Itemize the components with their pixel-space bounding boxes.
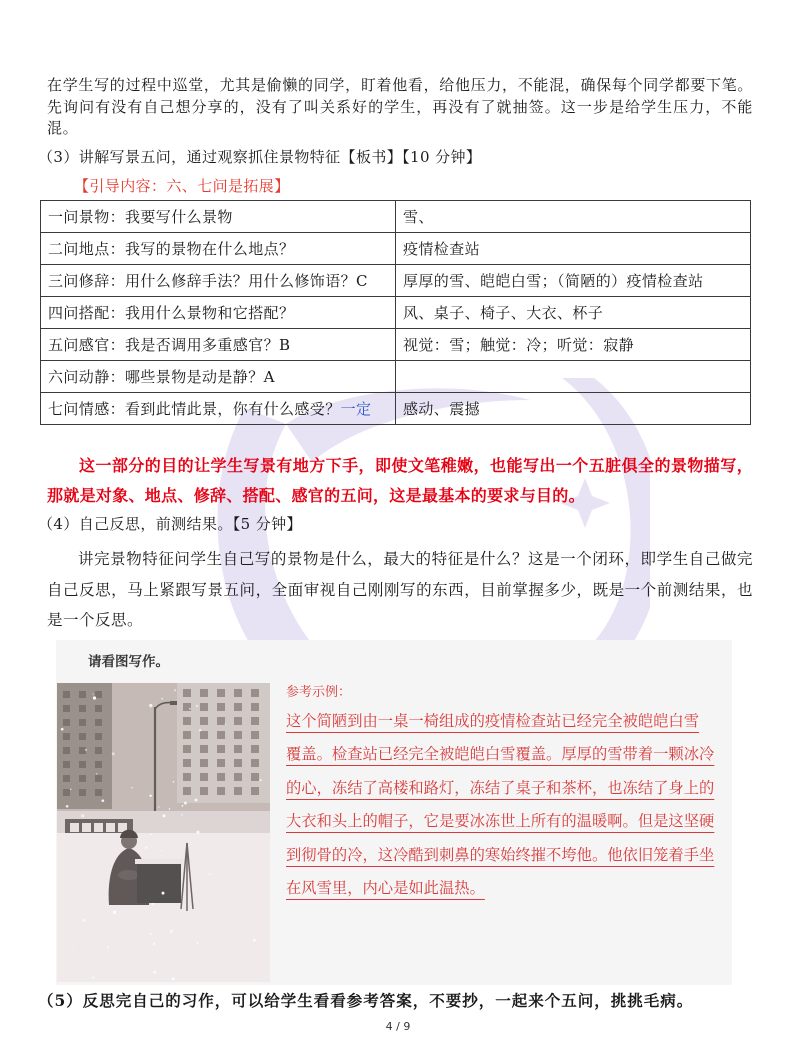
sample-essay-line: 在风雪里，内心是如此温热。: [286, 879, 485, 898]
table-row: [41, 393, 751, 425]
question-cell: [41, 393, 396, 425]
question-cell: 一问景物：我要写什么景物: [41, 201, 396, 233]
section-4-heading: （4）自己反思，前测结果。【5 分钟】: [38, 515, 302, 533]
table-row: [41, 361, 751, 393]
table-row: [41, 297, 751, 329]
answer-cell: [396, 361, 751, 393]
table-row: [41, 233, 751, 265]
question-text: 七问情感：看到此情此景，你有什么感受？: [48, 399, 341, 418]
answer-cell: 雪、: [396, 201, 751, 233]
section-4-paragraph: 讲完景物特征问学生自己写的景物是什么，最大的特征是什么？这是一个闭环，即学生自己做完自己反思，马上紧跟写景五问，全面审视自己刚刚写的东西，目前掌握多少，既是一个前测结果，也是一个反思。: [47, 550, 753, 629]
section-5-paragraph: （5）反思完自己的习作，可以给学生看看参考答案，不要抄，一起来个五问，挑挑毛病。: [38, 991, 694, 1010]
question-cell: 六问动静：哪些景物是动是静？A: [41, 361, 396, 393]
table-row: [41, 265, 751, 297]
intro-paragraph: 在学生写的过程中巡堂，尤其是偷懒的同学，盯着他看，给他压力，不能混，确保每个同学都要下笔。先询问有没有自己想分享的，没有了叫关系好的学生，再没有了就抽签。这一步是给学生压力，不能混。: [47, 76, 753, 137]
answer-cell: 厚厚的雪、皑皑白雪；（简陋的）疫情检查站: [396, 265, 751, 297]
five-questions-table: [40, 200, 751, 425]
answer-cell: 感动、震撼: [396, 393, 751, 425]
answer-cell: 疫情检查站: [396, 233, 751, 265]
snow-checkpoint-photo: [57, 683, 270, 982]
answer-cell: 视觉：雪；触觉：冷；听觉：寂静: [396, 329, 751, 361]
question-cell: 二问地点：我写的景物在什么地点？: [41, 233, 396, 265]
writing-task-title: 请看图写作。: [88, 654, 169, 670]
question-cell: 四问搭配：我用什么景物和它搭配？: [41, 297, 396, 329]
guide-note: 【引导内容：六、七问是拓展】: [74, 177, 290, 195]
sample-essay-line: 大衣和头上的帽子，它是要冰冻世上所有的温暖啊。但是这坚硬: [286, 812, 715, 831]
answer-cell: 风、桌子、椅子、大衣、杯子: [396, 297, 751, 329]
page-number: 4 / 9: [385, 1020, 411, 1033]
sample-essay: [286, 705, 726, 905]
question-note: 一定: [340, 399, 372, 418]
question-cell: 五问感官：我是否调用多重感官？B: [41, 329, 396, 361]
sample-essay-line: 到彻骨的冷，这冷酷到刺鼻的寒始终摧不垮他。他依旧笼着手坐: [286, 845, 715, 864]
table-row: [41, 201, 751, 233]
purpose-paragraph: 这一部分的目的让学生写景有地方下手，即使文笔稚嫩，也能写出一个五脏俱全的景物描写，那就是对象、地点、修辞、搭配、感官的五问，这是最基本的要求与目的。: [47, 456, 753, 505]
question-cell: 三问修辞：用什么修辞手法？用什么修饰语？C: [41, 265, 396, 297]
photo-haze: [57, 683, 270, 982]
sample-essay-line: 的心，冻结了高楼和路灯，冻结了桌子和茶杯，也冻结了身上的: [286, 778, 715, 797]
section-3-heading: （3）讲解写景五问，通过观察抓住景物特征【板书】【10 分钟】: [38, 148, 482, 166]
writing-task-figure: [56, 640, 732, 985]
sample-essay-line: 覆盖。检查站已经完全被皑皑白雪覆盖。厚厚的雪带着一颗冰冷: [286, 745, 715, 764]
sample-label: 参考示例：: [286, 685, 352, 700]
table-body: [41, 201, 751, 425]
table-row: [41, 329, 751, 361]
sample-essay-line: 这个简陋到由一桌一椅组成的疫情检查站已经完全被皑皑白雪: [286, 712, 700, 730]
